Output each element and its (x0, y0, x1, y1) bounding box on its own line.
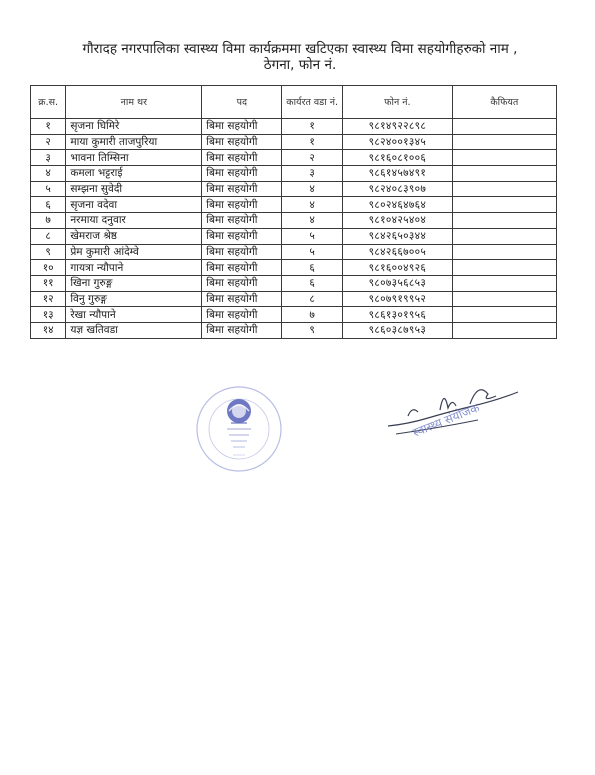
title-line-1: गौरादह नगरपालिका स्वास्थ्य विमा कार्यक्रममा खटिएका स्वास्थ्य विमा सहयोगीहरुको नाम , (82, 41, 518, 57)
row-name: सृजना घिमिरे (66, 119, 202, 135)
row-phone: ९८२४००१३४५ (343, 134, 453, 150)
table-body (31, 119, 557, 339)
row-name: भावना तिम्सिना (66, 150, 202, 166)
table-row (31, 150, 557, 166)
row-post: बिमा सहयोगी (202, 134, 282, 150)
table-row (31, 213, 557, 229)
row-ward: ४ (282, 181, 343, 197)
row-phone: ९८६१४५७४९१ (343, 166, 453, 182)
row-name: रेखा न्यौपाने (66, 307, 202, 323)
row-name: नरमाया दनुवार (66, 213, 202, 229)
row-phone: ९८१६०८१००६ (343, 150, 453, 166)
table-row (31, 134, 557, 150)
table-row (31, 228, 557, 244)
header-remarks: कैफियत (452, 86, 556, 119)
row-remarks (452, 197, 556, 213)
row-phone: ९८४२६५०३४४ (343, 228, 453, 244)
document-title (40, 41, 560, 73)
row-remarks (452, 134, 556, 150)
table-row (31, 197, 557, 213)
row-ward: १ (282, 134, 343, 150)
row-serial: ११ (31, 275, 66, 291)
row-post: बिमा सहयोगी (202, 260, 282, 276)
row-serial: १३ (31, 307, 66, 323)
row-remarks (452, 119, 556, 135)
row-phone: ९८२४०८३९०७ (343, 181, 453, 197)
row-ward: ६ (282, 275, 343, 291)
row-name: खिना गुरुङ्ग (66, 275, 202, 291)
header-phone: फोन नं. (343, 86, 453, 119)
table-row (31, 275, 557, 291)
row-serial: २ (31, 134, 66, 150)
row-remarks (452, 260, 556, 276)
health-coordinator-seal: स्वास्थ्य संयोजक (410, 400, 482, 440)
table-row (31, 166, 557, 182)
row-name: यज्ञ खतिवडा (66, 322, 202, 338)
header-post: पद (202, 86, 282, 119)
row-phone: ९८०७९१९९५२ (343, 291, 453, 307)
row-ward: ३ (282, 166, 343, 182)
row-phone: ९८६०३८७९५३ (343, 322, 453, 338)
row-ward: ५ (282, 228, 343, 244)
row-serial: १२ (31, 291, 66, 307)
row-post: बिमा सहयोगी (202, 181, 282, 197)
table-row (31, 291, 557, 307)
table-row (31, 260, 557, 276)
row-post: बिमा सहयोगी (202, 150, 282, 166)
row-phone: ९८१०४२५४०४ (343, 213, 453, 229)
title-line-2: ठेगना, फोन नं. (263, 57, 337, 73)
row-ward: २ (282, 150, 343, 166)
row-name: खेमराज श्रेष्ठ (66, 228, 202, 244)
row-remarks (452, 150, 556, 166)
row-post: बिमा सहयोगी (202, 228, 282, 244)
table-row (31, 119, 557, 135)
table-row (31, 244, 557, 260)
row-name: कमला भट्टराई (66, 166, 202, 182)
row-ward: ६ (282, 260, 343, 276)
row-phone: ९८०२४६४७६४ (343, 197, 453, 213)
row-name: सम्झना सुवेदी (66, 181, 202, 197)
row-post: बिमा सहयोगी (202, 213, 282, 229)
row-remarks (452, 244, 556, 260)
row-post: बिमा सहयोगी (202, 119, 282, 135)
row-name: विनु गुरुङ्ग (66, 291, 202, 307)
row-ward: ४ (282, 197, 343, 213)
row-name: गायत्रा न्यौपाने (66, 260, 202, 276)
row-post: बिमा सहयोगी (202, 291, 282, 307)
row-ward: ८ (282, 291, 343, 307)
row-serial: ७ (31, 213, 66, 229)
row-ward: ४ (282, 213, 343, 229)
row-phone: ९८४२६६७००५ (343, 244, 453, 260)
row-serial: ९ (31, 244, 66, 260)
row-phone: ९८१६००४९२६ (343, 260, 453, 276)
row-post: बिमा सहयोगी (202, 197, 282, 213)
row-phone: ९८०७३५६८५३ (343, 275, 453, 291)
table-row (31, 181, 557, 197)
table-header-row (31, 86, 557, 119)
table-row (31, 307, 557, 323)
row-remarks (452, 228, 556, 244)
row-post: बिमा सहयोगी (202, 322, 282, 338)
row-ward: ५ (282, 244, 343, 260)
row-serial: ३ (31, 150, 66, 166)
row-ward: ९ (282, 322, 343, 338)
header-name: नाम थर (66, 86, 202, 119)
row-remarks (452, 322, 556, 338)
row-post: बिमा सहयोगी (202, 244, 282, 260)
row-remarks (452, 213, 556, 229)
row-ward: ७ (282, 307, 343, 323)
row-ward: १ (282, 119, 343, 135)
row-name: माया कुमारी ताजपुरिया (66, 134, 202, 150)
header-ward: कार्यरत वडा नं. (282, 86, 343, 119)
row-post: बिमा सहयोगी (202, 275, 282, 291)
row-serial: ४ (31, 166, 66, 182)
row-remarks (452, 275, 556, 291)
row-name: प्रेम कुमारी आंदेम्वे (66, 244, 202, 260)
row-serial: १ (31, 119, 66, 135)
row-remarks (452, 291, 556, 307)
row-phone: ९८६१३०१९५६ (343, 307, 453, 323)
row-remarks (452, 307, 556, 323)
row-serial: १४ (31, 322, 66, 338)
row-serial: ६ (31, 197, 66, 213)
health-insurance-staff-table (30, 85, 557, 339)
row-serial: १० (31, 260, 66, 276)
row-post: बिमा सहयोगी (202, 307, 282, 323)
row-remarks (452, 166, 556, 182)
row-serial: ८ (31, 228, 66, 244)
row-serial: ५ (31, 181, 66, 197)
municipality-stamp (193, 383, 285, 475)
row-name: सृजना वदेवा (66, 197, 202, 213)
row-remarks (452, 181, 556, 197)
row-post: बिमा सहयोगी (202, 166, 282, 182)
table-row (31, 322, 557, 338)
header-serial: क्र.स. (31, 86, 66, 119)
row-phone: ९८१४९२२८९८ (343, 119, 453, 135)
